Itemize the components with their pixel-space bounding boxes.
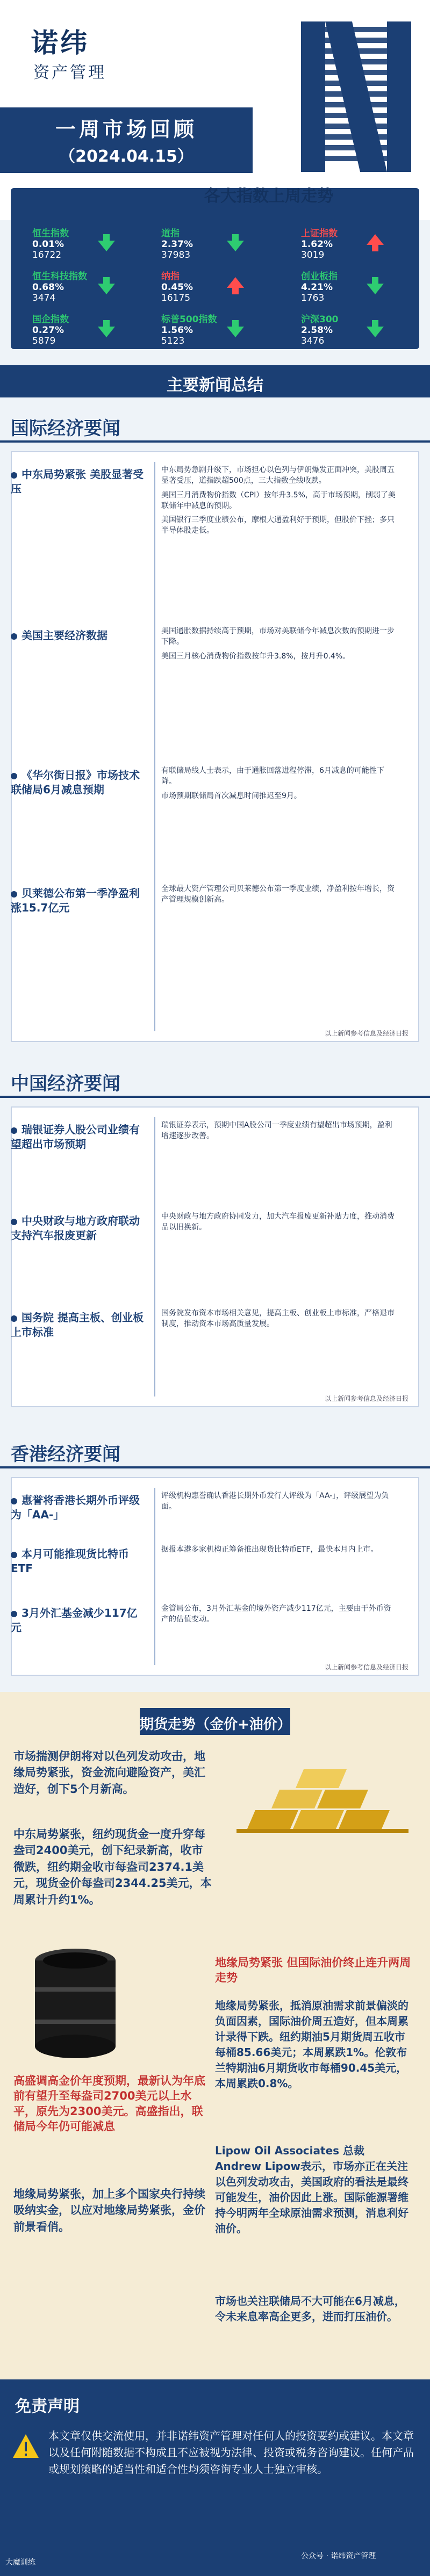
- futures-banner: [140, 1708, 290, 1735]
- gold-bars-icon: [226, 1748, 419, 1856]
- arrow-down-icon: [96, 318, 117, 339]
- hk-body-2-p1: 据报本港多家机构正筹备推出现货比特币ETF，最快本月内上市。: [161, 1545, 378, 1554]
- news-summary-title: 主要新闻总结: [167, 376, 263, 395]
- china-body-3-p1: 国务院发布资本市场相关意见，提高主板、创业板上市标准，严格退市制度，推动资本市场高质量发展。: [161, 1309, 395, 1329]
- news-summary-banner: [0, 365, 430, 397]
- logo-icon: [293, 16, 419, 177]
- disclaimer-title: 免责声明: [15, 2397, 80, 2416]
- index-change: 4.21%: [301, 282, 333, 293]
- report-date: （2024.04.15）: [59, 147, 194, 166]
- hk-section-title: 香港经济要闻: [11, 1444, 120, 1465]
- intl-body-1-p1: 中东局势急剧升级下，市场担心以色列与伊朗爆发正面冲突，美股周五显著受压，道指跌超500点，三大指数全线收跌。: [161, 466, 395, 486]
- intl-headline-3-text: 《华尔街日报》市场技术联储局6月减息预期: [11, 769, 140, 796]
- index-item: [301, 226, 398, 261]
- china-headline-1-text: 瑞银证券人股公司业绩有望超出市场预期: [11, 1123, 140, 1150]
- china-body-3: [161, 1308, 398, 1333]
- bullet-icon: [11, 1315, 17, 1322]
- index-change: 2.58%: [301, 325, 333, 336]
- china-news-box: [11, 1106, 419, 1407]
- index-value: 16175: [161, 293, 191, 303]
- index-name: 恒生指数: [32, 228, 69, 239]
- gold-paragraph-2: 中东局势紧张，纽约现货金一度升穿每盎司2400美元，创下纪录新高，收市微跌，纽约期金收市每盎司2374.1美元，现货金价每盎司2344.25美元，本周累计升约1%。: [13, 1828, 212, 1906]
- china-headline-3-text: 国务院 提高主板、创业板上市标准: [11, 1311, 144, 1338]
- index-name: 创业板指: [301, 271, 338, 282]
- index-value: 3476: [301, 336, 325, 346]
- hk-body-1: [161, 1490, 398, 1516]
- index-value: 5879: [32, 336, 56, 346]
- intl-body-2-p2: 美国三月核心消费物价指数按年升3.8%，按月升0.4%。: [161, 652, 350, 661]
- china-source-note: 以上新闻参考信息及经济日报: [324, 1395, 408, 1402]
- intl-headline-1-text: 中东局势紧张 美股显著受压: [11, 468, 144, 495]
- hk-section-divider: [0, 1466, 430, 1468]
- china-body-2: [161, 1211, 398, 1236]
- intl-body-4: [161, 884, 398, 909]
- index-name: 上证指数: [301, 228, 338, 239]
- index-item: [161, 226, 258, 261]
- index-item: [32, 269, 129, 301]
- intl-body-3: [161, 765, 398, 805]
- arrow-up-icon: [364, 232, 386, 254]
- index-item: [32, 226, 129, 261]
- oil-paragraph-2: Lipow Oil Associates 总裁 Andrew Lipow表示，市场亦正在关注以色列发动攻击，美国政府的看法是最终可能发生，油价因此上涨。国际能源署维持今明两年全球原油需求预测，消息利好油价。: [215, 2144, 408, 2235]
- bullet-icon: [11, 1611, 17, 1617]
- intl-headline-4: [11, 886, 145, 915]
- hk-headline-1-text: 惠誉将香港长期外币评级为「AA-」: [11, 1494, 140, 1521]
- hk-headline-2-text: 本月可能推现货比特币ETF: [11, 1547, 129, 1575]
- wechat-watermark: 公众号 · 诺纬资产管理: [301, 2552, 376, 2560]
- intl-body-3-p2: 市场预期联储局首次减息时间推迟至9月。: [161, 791, 302, 800]
- oil-paragraph-3: 市场也关注联储局不大可能在6月减息，令未来息率高企更多，进而打压油价。: [215, 2295, 405, 2323]
- oil-paragraph-1: 地缘局势紧张，抵消原油需求前景偏淡的负面因素，国际油价周五造好，但本周累计录得下跌。纽约期油5月期货周五收市每桶85.66美元；本周累跌1%。伦敦布兰特期油6月期货收市每桶90.45美元，本周累跌0.8%。: [215, 1999, 408, 2090]
- bullet-icon: [11, 1219, 17, 1225]
- intl-body-3-p1: 有联储局线人士表示，由于通胀回落进程停滞，6月减息的可能性下降。: [161, 766, 384, 786]
- hk-headline-3-text: 3月外汇基金减少117亿元: [11, 1607, 138, 1634]
- intl-headline-1: [11, 467, 145, 496]
- bullet-icon: [11, 891, 17, 898]
- hk-headline-3: [11, 1606, 145, 1635]
- hk-body-3: [161, 1603, 398, 1629]
- report-title: 一周市场回顾: [55, 118, 197, 141]
- arrow-down-icon: [225, 232, 246, 254]
- china-body-1: [161, 1120, 398, 1145]
- oil-headline: 地缘局势紧张 但国际油价终止连升两周走势: [215, 1956, 411, 1985]
- bullet-icon: [11, 472, 17, 479]
- index-change: 0.27%: [32, 325, 64, 336]
- index-value: 37983: [161, 250, 191, 261]
- china-body-2-p1: 中央财政与地方政府协同发力，加大汽车报废更新补贴力度，推动消费品以旧换新。: [161, 1212, 395, 1232]
- china-body-1-p1: 瑞银证券表示，预期中国A股公司一季度业绩有望超出市场预期，盈利增速逐步改善。: [161, 1121, 392, 1141]
- index-name: 国企指数: [32, 314, 69, 325]
- hk-headline-1: [11, 1493, 145, 1522]
- intl-headline-2: [11, 628, 145, 643]
- index-item: [32, 312, 129, 344]
- index-change: 1.56%: [161, 325, 193, 336]
- footer-source: 大魔训练: [5, 2558, 35, 2567]
- index-item: [301, 269, 398, 301]
- index-item: [301, 312, 398, 344]
- hk-source-note: 以上新闻参考信息及经济日报: [324, 1663, 408, 1671]
- index-value: 3019: [301, 250, 325, 261]
- gold-headline: 高盛调高金价年度预期，最新认为年底前有望升至每盎司2700美元以上水平，原先为2300美元。高盛指出，联储局今年仍可能减息: [13, 2074, 205, 2133]
- brand-name: 诺纬: [31, 27, 89, 59]
- hk-headline-2: [11, 1547, 145, 1576]
- bullet-icon: [11, 633, 17, 640]
- index-item: [161, 312, 258, 344]
- intl-body-2: [161, 626, 398, 665]
- intl-body-2-p1: 美国通胀数据持续高于预期，市场对美联储今年减息次数的预期进一步下降。: [161, 627, 395, 647]
- index-change: 0.68%: [32, 282, 64, 293]
- intl-headline-2-text: 美国主要经济数据: [22, 629, 108, 642]
- china-headline-2-text: 中央财政与地方政府联动支持汽车报废更新: [11, 1214, 140, 1242]
- china-headline-2: [11, 1214, 145, 1243]
- bullet-icon: [11, 773, 17, 779]
- index-value: 3474: [32, 293, 56, 303]
- bullet-icon: [11, 1552, 17, 1558]
- index-name: 道指: [161, 228, 180, 239]
- index-heading: 各大指数上周走势: [204, 187, 333, 206]
- index-name: 纳指: [161, 271, 180, 282]
- index-value: 5123: [161, 336, 185, 346]
- intl-source-note: 以上新闻参考信息及经济日报: [324, 1030, 408, 1037]
- intl-divider-line: [154, 462, 155, 1031]
- intl-headline-4-text: 贝莱德公布第一季净盈利涨15.7亿元: [11, 887, 140, 914]
- gold-paragraph-3: 地缘局势紧张，加上多个国家央行持续吸纳实金，以应对地缘局势紧张，金价前景看俏。: [13, 2188, 205, 2233]
- brand-subtitle: 资产管理: [33, 63, 106, 82]
- arrow-up-icon: [225, 275, 246, 296]
- hk-body-1-p1: 评级机构惠誉确认香港长期外币发行人评级为「AA-」，评级展望为负面。: [161, 1492, 389, 1511]
- china-headline-1: [11, 1123, 145, 1152]
- china-headline-3: [11, 1311, 145, 1340]
- index-change: 0.45%: [161, 282, 193, 293]
- warning-icon: [12, 2433, 40, 2459]
- arrow-down-icon: [225, 318, 246, 339]
- gold-paragraph-1: 市场揣测伊朗将对以色列发动攻击，地缘局势紧张，资金流向避险资产，美汇造好，创下5个月新高。: [13, 1750, 205, 1796]
- index-value: 1763: [301, 293, 325, 303]
- intl-body-1: [161, 465, 398, 540]
- intl-headline-3: [11, 768, 145, 797]
- index-change: 1.62%: [301, 239, 333, 250]
- disclaimer-text: 本文章仅供交流使用，并非诺纬资产管理对任何人的投资要约或建议。本文章以及任何附随数据不构成且不应被视为法律、投资或税务咨询建议。任何产品或规划策略的适当性和适合性均须咨询专业人士独立审核。: [48, 2429, 414, 2476]
- intl-body-1-p3: 美国银行三季度业绩公布，摩根大通盈利好于预期，但股价下挫；多只半导体股走低。: [161, 516, 395, 536]
- hk-body-2: [161, 1544, 398, 1558]
- intl-body-1-p2: 美国三月消费物价指数（CPI）按年升3.5%，高于市场预期，削弱了美联储年中减息的预期。: [161, 490, 396, 510]
- index-name: 标普500指数: [161, 314, 217, 325]
- arrow-down-icon: [96, 232, 117, 254]
- hk-divider-line: [154, 1488, 155, 1665]
- index-change: 0.01%: [32, 239, 64, 250]
- bullet-icon: [11, 1498, 17, 1504]
- bullet-icon: [11, 1127, 17, 1134]
- intl-body-4-p1: 全球最大资产管理公司贝莱德公布第一季度业绩，净盈利按年增长，资产管理规模创新高。: [161, 885, 395, 905]
- index-change: 2.37%: [161, 239, 193, 250]
- arrow-down-icon: [364, 275, 386, 296]
- index-value: 16722: [32, 250, 62, 261]
- china-divider-line: [154, 1117, 155, 1396]
- index-name: 恒生科技指数: [32, 271, 87, 282]
- index-item: [161, 269, 258, 301]
- intl-news-box: [11, 451, 419, 1042]
- intl-section-title: 国际经济要闻: [11, 418, 120, 439]
- intl-section-divider: [0, 440, 430, 443]
- china-section-title: 中国经济要闻: [11, 1073, 120, 1095]
- arrow-down-icon: [364, 318, 386, 339]
- index-name: 沪深300: [301, 314, 339, 325]
- futures-banner-title: 期货走势（金价+油价）: [140, 1717, 291, 1733]
- hk-body-3-p1: 金管局公布，3月外汇基金的境外资产减少117亿元，主要由于外币资产的估值变动。: [161, 1604, 391, 1624]
- china-section-divider: [0, 1096, 430, 1098]
- oil-barrel-icon: [22, 1939, 129, 2063]
- arrow-down-icon: [96, 275, 117, 296]
